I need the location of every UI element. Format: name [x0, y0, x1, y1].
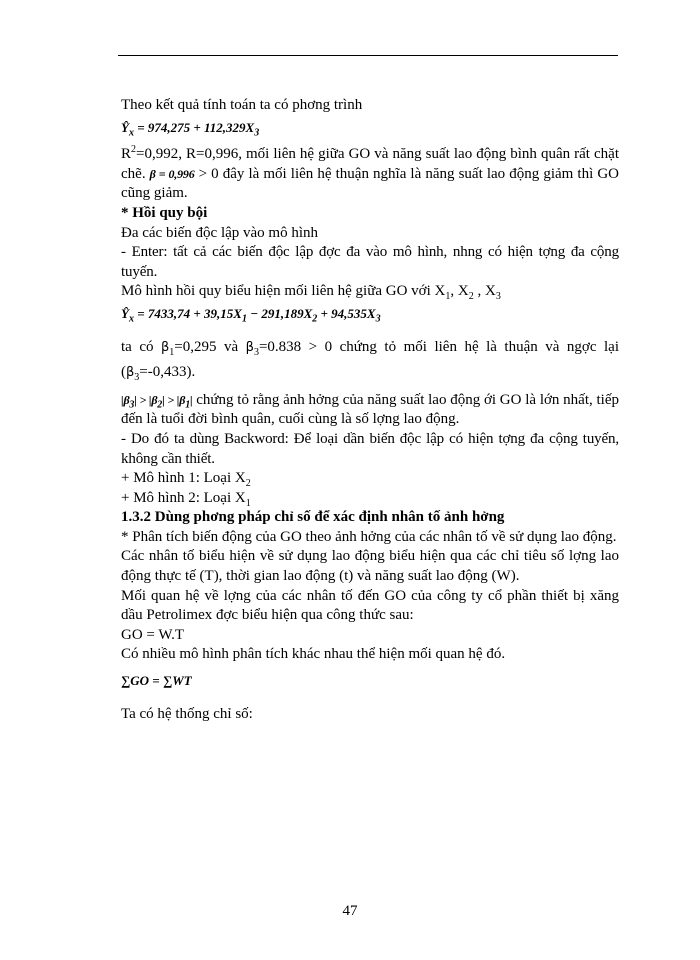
go-formula-line: GO = W.T — [121, 626, 185, 643]
cmp-s2: 2 — [157, 399, 163, 411]
eq2-term3: + 94,535X — [317, 305, 376, 321]
eq2-sub3: 3 — [375, 313, 381, 325]
models-line: Có nhiều mô hình phân tích khác nhau thể hiện mối quan hệ đó. — [121, 646, 506, 663]
beta3-sub: 3 — [253, 346, 259, 358]
eq2-sub2: 2 — [312, 313, 318, 325]
beta-coefficients-line — [121, 338, 619, 358]
beta-negative-line — [121, 363, 619, 383]
r2-label: R — [121, 146, 132, 163]
section-heading: 1.3.2 Dùng phơng pháp chỉ số để xác định nhân tố ảnh hởng — [121, 509, 505, 526]
model-1-sub: 2 — [245, 478, 251, 490]
beta-line-a: ta có — [121, 338, 161, 355]
model-2-text: + Mô hình 2: Loại X — [121, 489, 246, 506]
index-system-line: Ta có hệ thống chỉ số: — [121, 705, 253, 722]
multi-intro-s3: 3 — [495, 291, 501, 303]
eq2-lhs-sub: x — [128, 313, 134, 325]
multi-intro-s2: 2 — [468, 291, 474, 303]
beta1-sub: 1 — [169, 346, 175, 358]
cmp-s1: 1 — [185, 399, 191, 411]
page-body — [121, 96, 619, 724]
beta-negative-symbol: β — [126, 365, 135, 381]
beta-negative-sub: 3 — [134, 372, 140, 384]
beta-comparison-paragraph — [121, 391, 619, 430]
eq1-rhs-sub: 3 — [254, 127, 260, 139]
cmp-a: |β — [121, 392, 130, 407]
cmp-s3: 3 — [129, 399, 135, 411]
line-variables: Đa các biến độc lập vào mô hình — [121, 224, 319, 241]
backword-line: - Do đó ta dùng Backword: Để loại dần biến độc lập có hiện tợng đa cộng tuyến, không cần thiết. — [121, 430, 619, 467]
model-1-line — [121, 469, 619, 489]
model-1-text: + Mô hình 1: Loại X — [121, 470, 246, 487]
regression-equation-multiple — [121, 304, 619, 324]
correlation-paragraph — [121, 145, 619, 204]
multi-intro-a: Mô hình hồi quy biểu hiện mối liên hệ giữa GO với X — [121, 283, 446, 300]
analysis-line: * Phân tích biến động của GO theo ảnh hởng của các nhân tố về sử dụng lao động. — [121, 528, 617, 545]
eq1-lhs: Ŷ — [121, 119, 129, 135]
beta-comparison-formula — [121, 392, 193, 411]
r2-sup: 2 — [131, 144, 137, 156]
beta-negative-open: ( — [121, 364, 126, 381]
cmp-c: | > |β — [162, 392, 186, 407]
factors-paragraph: Các nhân tố biểu hiện về sử dụng lao động biểu hiện qua các chỉ tiêu số lợng lao động thực tế (T), thời gian lao động (t) và năng suất lao động (W). — [121, 548, 619, 585]
multi-intro-b: , X — [450, 283, 469, 300]
intro-paragraph: Theo kết quả tính toán ta có phơng trình — [121, 97, 363, 113]
multiple-regression-intro — [121, 282, 619, 302]
correlation-text-b: > 0 đây là mối liên hệ thuận nghĩa là năng suất lao động giảm thì GO cũng giảm. — [121, 165, 619, 202]
model-2-sub: 1 — [245, 497, 251, 509]
enter-method-line: - Enter: tất cả các biến độc lập đợc đa vào mô hình, nhng có hiện tợng đa cộng tuyến. — [121, 244, 619, 280]
regression-equation-simple — [121, 118, 619, 138]
beta-negative-value: =-0,433). — [139, 364, 196, 381]
multi-intro-c: , X — [473, 283, 496, 300]
eq2-term1: = 7433,74 + 39,15X — [133, 305, 242, 321]
beta1-value: =0,295 và — [174, 338, 246, 355]
sum-formula: ∑GO = ∑WT — [121, 673, 192, 689]
eq2-sub1: 1 — [241, 313, 247, 325]
beta-formula: β = 0,996 — [149, 166, 195, 181]
beta-comparison-text: chứng tỏ rằng ảnh hởng của năng suất lao động ới GO là lớn nhất, tiếp đến là tuổi đời bình quân, cuối cùng là số lợng lao động. — [121, 391, 619, 428]
page-number: 47 — [342, 903, 358, 919]
correlation-text-a: =0,992, R=0,996, mối liên hệ giữa GO và năng suất lao động bình quân rất chặt chẽ. — [121, 146, 619, 182]
beta1-symbol: β — [161, 339, 170, 355]
eq2-lhs: Ŷ — [121, 305, 129, 321]
eq1-rhs: = 974,275 + 112,329X — [133, 119, 255, 135]
beta3-symbol: β — [245, 339, 254, 355]
eq1-lhs-sub: x — [128, 127, 134, 139]
eq2-term2: − 291,189X — [246, 305, 313, 321]
multi-intro-s1: 1 — [445, 291, 451, 303]
cmp-d: | — [190, 392, 193, 407]
heading-multiple-regression: * Hồi quy bội — [121, 204, 208, 221]
model-2-line — [121, 489, 619, 509]
header-rule — [118, 55, 618, 56]
relation-paragraph: Mối quan hệ về lợng của các nhân tố đến GO của công ty cổ phần thiết bị xăng dầu Petrolimex đợc biểu hiện qua công thức sau: — [121, 587, 619, 624]
cmp-b: | > |β — [134, 392, 158, 407]
beta3-value: =0.838 > 0 chứng tỏ mối liên hệ là thuận và ngợc lại — [258, 338, 620, 355]
